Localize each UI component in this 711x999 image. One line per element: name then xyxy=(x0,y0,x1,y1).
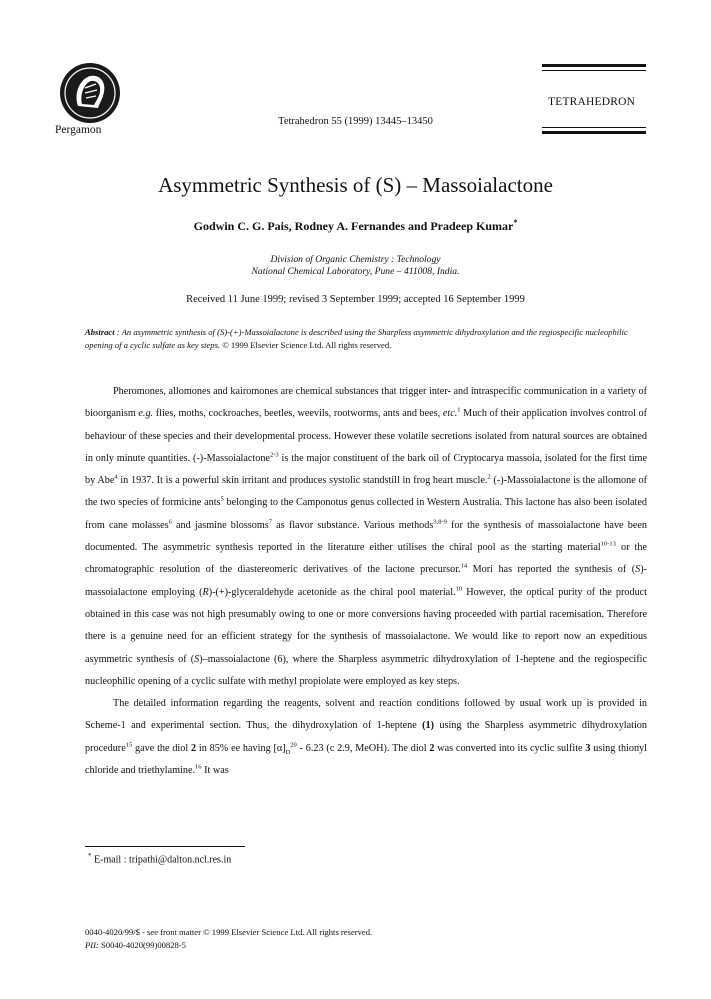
author-names: Godwin C. G. Pais, Rodney A. Fernandes and Pradeep Kumar xyxy=(193,219,514,233)
publisher-name: Pergamon xyxy=(55,124,102,136)
journal-name: TETRAHEDRON xyxy=(548,96,636,108)
footnote xyxy=(88,852,231,865)
issn-line: 0040-4020/99/$ - see front matter © 1999 Elsevier Science Ltd. All rights reserved. xyxy=(85,927,373,937)
pii-line xyxy=(85,939,372,952)
pii-value: S0040-4020(99)00828-5 xyxy=(101,940,186,950)
footnote-rule xyxy=(85,846,245,847)
journal-reference: Tetrahedron 55 (1999) 13445–13450 xyxy=(278,116,433,127)
article-title: Asymmetric Synthesis of (S) – Massoialactone xyxy=(158,173,553,197)
author-list xyxy=(0,218,711,234)
pii-label: PII: xyxy=(85,940,99,950)
front-matter-notice xyxy=(85,926,372,952)
paragraph-2: The detailed information regarding the reagents, solvent and reaction conditions followed by usual work up is provided in Scheme-1 and experimental section. Thus, the dihydroxylation of 1-heptene (1) using the Sharpless asymmetric dihydroxylation procedure$^{15}$ gave the diol 2 in 85% ee having $[\alpha]_D^{20} - 6.23$ (c 2.9, MeOH). The diol 2 was converted into its cyclic sulfite 3 using thionyl chloride and triethylamine.$^{16}$ It was xyxy=(85,698,648,777)
corresponding-author-mark: * xyxy=(513,218,518,227)
affiliation xyxy=(0,254,711,278)
received-dates: Received 11 June 1999; revised 3 September 1999; accepted 16 September 1999 xyxy=(186,294,525,305)
abstract-copyright: © 1999 Elsevier Science Ltd. All rights reserved. xyxy=(222,340,392,350)
footnote-mark: * xyxy=(88,852,92,860)
abstract-text: : An asymmetric synthesis of (S)-(+)-Massoialactone is described using the Sharpless asymmetric dihydroxylation and the regiospecific nucleophilic opening of a cyclic sulfate as key steps. xyxy=(85,327,628,350)
footnote-email: E-mail : tripathi@dalton.ncl.res.in xyxy=(94,854,232,866)
paragraph-1: Pheromones, allomones and kairomones are chemical substances that trigger inter- and intraspecific communication in a variety of bioorganism e.g. flies, moths, cockroaches, beetles, weevils, rootworms, ants and bees, etc.$^1$ Much of their application involves control of behaviour of these species and their developmental process. However these volatile secretions isolated from natural sources are obtained in only minute quantities. (-)-Massoialactone$^{2-3}$ is the major constituent of the bark oil of Cryptocarya massoia, isolated for the first time by Abe$^4$ in 1937. It is a powerful skin irritant and produces systolic standstill in frog heart muscle.$^2$ (-)-Massoialactone is the allomone of the two species of formicine ants$^5$ belonging to the Camponotus genus collected in Western Australia. This lactone has also been isolated from cane molasses$^6$ and jasmine blossoms$^7$ as flavor substance. Various methods$^{3,8-9}$ for the synthesis of massoialactone have been documented. The asymmetric synthesis reported in the literature either utilises the chiral pool as the starting material$^{10-13}$ or the chromatographic resolution of the diastereomeric derivatives of the lactone precursor.$^{14}$ Mori has reported the synthesis of (S)-massoialactone employing (R)-(+)-glyceraldehyde acetonide as the chiral pool material.$^{10}$ However, the optical purity of the product obtained in this case was not high presumably owing to one or more conversions having proceeded with partial racemisation. Therefore there is a genuine need for an efficient strategy for the synthesis of massoialactone. We would like to report now an expeditious asymmetric synthesis of (S)–massoialactone (6), where the Sharpless asymmetric dihydroxylation of 1-heptene and the regiospecific nucleophilic opening of a cyclic sulfate with methyl propiolate were employed as key steps. xyxy=(85,386,648,687)
affiliation-division: Division of Organic Chemistry : Technology xyxy=(270,254,441,265)
abstract xyxy=(85,326,647,352)
abstract-label: Abstract xyxy=(85,327,115,337)
pergamon-logo-icon xyxy=(58,62,122,124)
body-text xyxy=(85,381,647,782)
affiliation-institute: National Chemical Laboratory, Pune – 411008, India. xyxy=(251,266,460,277)
